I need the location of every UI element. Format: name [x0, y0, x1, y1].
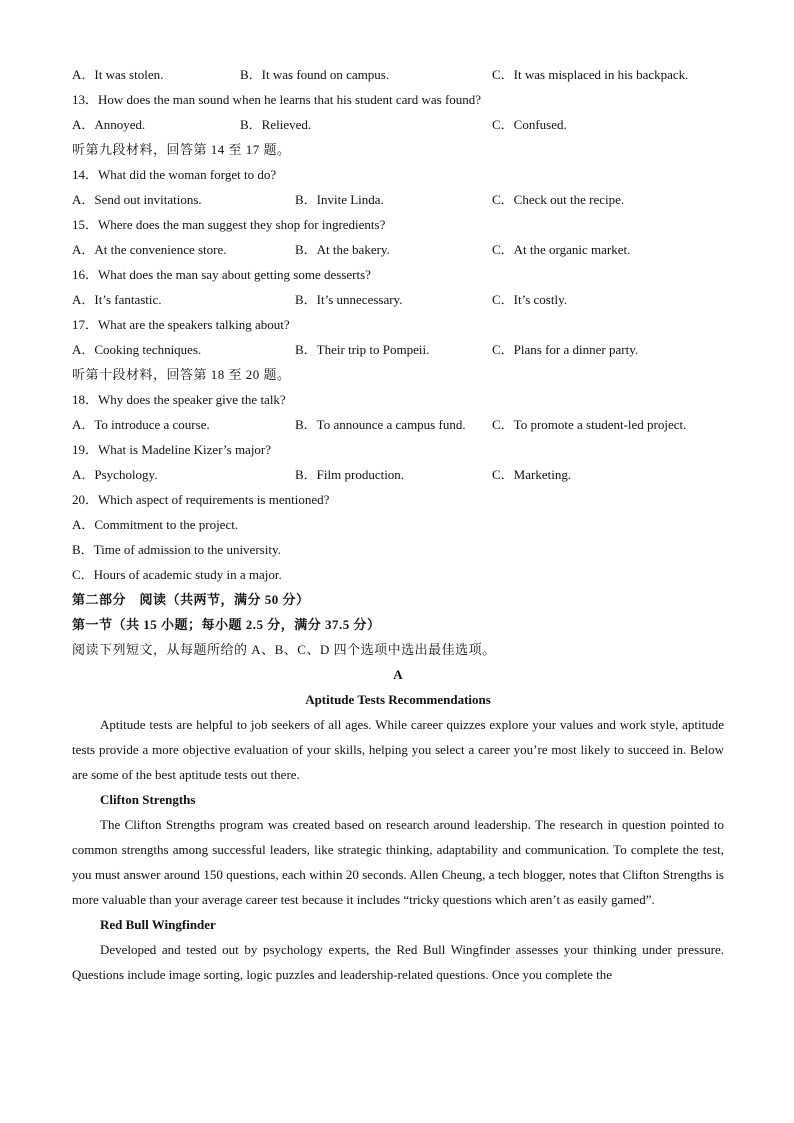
section1-title: 第一节（共 15 小题；每小题 2.5 分，满分 37.5 分）: [72, 617, 381, 632]
passage-title: Aptitude Tests Recommendations: [305, 692, 491, 707]
q16-stem: 16．What does the man say about getting some desserts?: [72, 267, 371, 282]
q18-options-row: [72, 412, 724, 437]
q19-stem: 19．What is Madeline Kizer’s major?: [72, 442, 272, 457]
part2-title: 第二部分 阅读（共两节，满分 50 分）: [72, 592, 310, 607]
passage-letter: A: [393, 667, 403, 682]
q15-stem: 15．Where does the man suggest they shop for ingredients?: [72, 217, 386, 232]
q15-option-a: A．At the convenience store.: [72, 242, 227, 257]
q20-option-b: B．Time of admission to the university.: [72, 542, 281, 557]
q12-option-b: B．It was found on campus.: [240, 67, 390, 82]
q16-option-b: B．It’s unnecessary.: [295, 292, 403, 307]
q15-options-row: [72, 237, 724, 262]
q13-option-a: A．Annoyed.: [72, 117, 146, 132]
exam-page: [72, 62, 724, 987]
q12-option-c: C．It was misplaced in his backpack.: [492, 67, 689, 82]
q15-option-b: B．At the bakery.: [295, 242, 390, 257]
q12-option-a: A．It was stolen.: [72, 67, 164, 82]
heading-red-bull-wingfinder: Red Bull Wingfinder: [100, 917, 216, 932]
q14-stem: 14．What did the woman forget to do?: [72, 167, 277, 182]
q19-option-a: A．Psychology.: [72, 467, 158, 482]
q18-stem: 18．Why does the speaker give the talk?: [72, 392, 286, 407]
q14-option-c: C．Check out the recipe.: [492, 192, 625, 207]
paragraph-red-bull-wingfinder: Developed and tested out by psychology experts, the Red Bull Wingfinder assesses your thinking under pressure. Questions include image sorting, logic puzzles and leadership-related questions. Once you complete the: [72, 942, 724, 982]
q16-options-row: [72, 287, 724, 312]
q17-option-b: B．Their trip to Pompeii.: [295, 342, 430, 357]
q17-option-c: C．Plans for a dinner party.: [492, 342, 639, 357]
q19-option-c: C．Marketing.: [492, 467, 572, 482]
q16-option-c: C．It’s costly.: [492, 292, 567, 307]
q16-option-a: A．It’s fantastic.: [72, 292, 162, 307]
q14-option-a: A．Send out invitations.: [72, 192, 202, 207]
q13-option-c: C．Confused.: [492, 117, 567, 132]
q19-options-row: [72, 462, 724, 487]
q13-stem: 13．How does the man sound when he learns that his student card was found?: [72, 92, 482, 107]
q17-option-a: A．Cooking techniques.: [72, 342, 202, 357]
q13-options-row: [72, 112, 724, 137]
q15-option-c: C．At the organic market.: [492, 242, 631, 257]
section9-instruction: 听第九段材料，回答第 14 至 17 题。: [72, 142, 291, 157]
q19-option-b: B．Film production.: [295, 467, 405, 482]
heading-clifton-strengths: Clifton Strengths: [100, 792, 196, 807]
passage-intro: Aptitude tests are helpful to job seekers of all ages. While career quizzes explore your values and work style, aptitude tests provide a more objective evaluation of your skills, helping you select a career you’re most likely to succeed in. Below are some of the best aptitude tests out there.: [72, 717, 724, 782]
q14-option-b: B．Invite Linda.: [295, 192, 384, 207]
q13-option-b: B．Relieved.: [240, 117, 312, 132]
q17-stem: 17．What are the speakers talking about?: [72, 317, 290, 332]
q12-options-row: [72, 62, 724, 87]
q17-options-row: [72, 337, 724, 362]
q14-options-row: [72, 187, 724, 212]
q18-option-a: A．To introduce a course.: [72, 417, 210, 432]
q20-option-c: C．Hours of academic study in a major.: [72, 567, 282, 582]
q20-option-a: A．Commitment to the project.: [72, 517, 239, 532]
q18-option-b: B．To announce a campus fund.: [295, 417, 466, 432]
reading-instruction: 阅读下列短文，从每题所给的 A、B、C、D 四个选项中选出最佳选项。: [72, 642, 496, 657]
q18-option-c: C．To promote a student-led project.: [492, 417, 687, 432]
section10-instruction: 听第十段材料，回答第 18 至 20 题。: [72, 367, 291, 382]
paragraph-clifton-strengths: The Clifton Strengths program was created based on research around leadership. The research in question pointed to common strengths among successful leaders, like strategic thinking, adaptability and communication. To complete the test, you must answer around 150 questions, each within 20 seconds. Allen Cheung, a tech blogger, notes that Clifton Strengths is more valuable than your average career test because it includes “tricky questions which aren’t as easily gamed”.: [72, 817, 724, 907]
q20-stem: 20．Which aspect of requirements is mentioned?: [72, 492, 330, 507]
